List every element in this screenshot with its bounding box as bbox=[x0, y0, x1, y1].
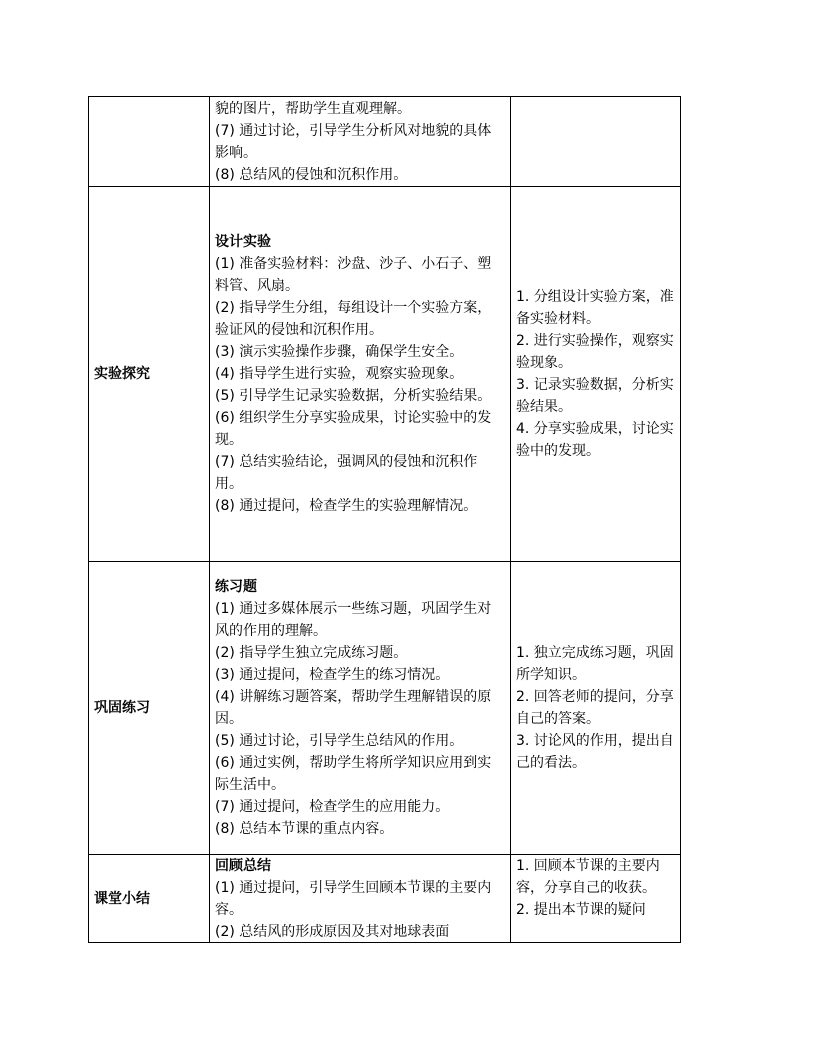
cell-content bbox=[516, 855, 675, 942]
teacher-step: (7) 总结实验结论，强调风的侵蚀和沉积作用。 bbox=[215, 454, 478, 492]
student-step: 4. 分享实验成果，讨论实验中的发现。 bbox=[516, 421, 674, 459]
teacher-activity-cell bbox=[210, 562, 511, 855]
teacher-step: (3) 演示实验操作步骤，确保学生安全。 bbox=[215, 344, 464, 360]
teacher-step: (1) 准备实验材料：沙盘、沙子、小石子、塑料管、风扇。 bbox=[215, 256, 492, 294]
teacher-step: (6) 通过实例，帮助学生将所学知识应用到实际生活中。 bbox=[215, 755, 492, 793]
student-step: 1. 回顾本节课的主要内容，分享自己的收获。 bbox=[516, 858, 660, 896]
teacher-step: (2) 指导学生分组，每组设计一个实验方案，验证风的侵蚀和沉积作用。 bbox=[215, 300, 492, 338]
table-row bbox=[89, 562, 681, 855]
table-row bbox=[89, 97, 681, 187]
teacher-step: (6) 组织学生分享实验成果，讨论实验中的发现。 bbox=[215, 410, 492, 448]
student-step: 2. 回答老师的提问，分享自己的答案。 bbox=[516, 689, 674, 727]
student-step: 3. 记录实验数据，分析实验结果。 bbox=[516, 377, 674, 415]
student-step: 2. 进行实验操作，观察实验现象。 bbox=[516, 333, 674, 371]
teacher-activity-cell bbox=[210, 187, 511, 562]
stage-cell: 巩固练习 bbox=[89, 562, 210, 855]
student-step: 1. 独立完成练习题，巩固所学知识。 bbox=[516, 645, 674, 683]
stage-cell: 实验探究 bbox=[89, 187, 210, 562]
teacher-step: (8) 总结风的侵蚀和沉积作用。 bbox=[215, 166, 408, 183]
student-activity-cell bbox=[511, 855, 681, 943]
teacher-step: (5) 引导学生记录实验数据，分析实验结果。 bbox=[215, 388, 492, 404]
teacher-step: (4) 讲解练习题答案，帮助学生理解错误的原因。 bbox=[215, 689, 492, 727]
cell-content bbox=[215, 855, 505, 942]
student-step: 3. 讨论风的作用，提出自己的看法。 bbox=[516, 733, 674, 771]
teacher-step: (5) 通过讨论，引导学生总结风的作用。 bbox=[215, 733, 464, 749]
lesson-plan-table bbox=[88, 96, 681, 943]
teacher-activity-cell bbox=[210, 855, 511, 943]
student-activity-cell bbox=[511, 97, 681, 187]
teacher-step: (8) 总结本节课的重点内容。 bbox=[215, 821, 394, 837]
teacher-step: (8) 通过提问，检查学生的实验理解情况。 bbox=[215, 498, 478, 514]
teacher-step: (7) 通过提问，检查学生的应用能力。 bbox=[215, 799, 450, 815]
teacher-activity-cell bbox=[210, 97, 511, 187]
teacher-step: (1) 通过提问，引导学生回顾本节课的主要内容。 bbox=[215, 880, 492, 918]
teacher-step: (2) 指导学生独立完成练习题。 bbox=[215, 645, 408, 661]
teacher-step: (2) 总结风的形成原因及其对地球表面 bbox=[215, 924, 450, 940]
teacher-section-title: 设计实验 bbox=[215, 234, 271, 250]
teacher-step: (3) 通过提问，检查学生的练习情况。 bbox=[215, 667, 450, 683]
table-row bbox=[89, 187, 681, 562]
teacher-step: 貌的图片，帮助学生直观理解。 bbox=[215, 100, 411, 117]
teacher-section-title: 回顾总结 bbox=[215, 858, 271, 874]
table-row bbox=[89, 855, 681, 943]
student-activity-cell bbox=[511, 187, 681, 562]
student-step: 2. 提出本节课的疑问 bbox=[516, 902, 646, 918]
teacher-section-title: 练习题 bbox=[215, 579, 257, 595]
teacher-step: (7) 通过讨论，引导学生分析风对地貌的具体影响。 bbox=[215, 122, 492, 161]
teacher-step: (1) 通过多媒体展示一些练习题，巩固学生对风的作用的理解。 bbox=[215, 601, 492, 639]
student-activity-cell bbox=[511, 562, 681, 855]
stage-cell: 课堂小结 bbox=[89, 855, 210, 943]
student-step: 1. 分组设计实验方案，准备实验材料。 bbox=[516, 289, 674, 327]
teacher-step: (4) 指导学生进行实验，观察实验现象。 bbox=[215, 366, 464, 382]
stage-cell bbox=[89, 97, 210, 187]
